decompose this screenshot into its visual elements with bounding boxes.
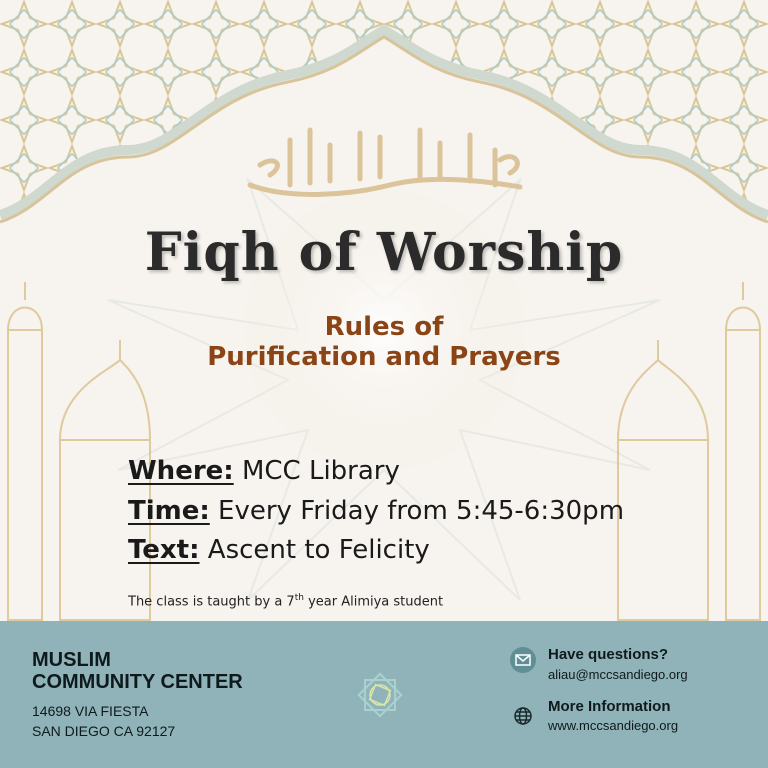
instructor-note — [128, 593, 443, 609]
contact-email[interactable]: aliau@mccsandiego.org — [548, 667, 688, 682]
org-name-line-2: COMMUNITY CENTER — [32, 671, 243, 693]
where-row — [128, 456, 400, 486]
address-line-1: 14698 VIA FIESTA — [32, 703, 149, 719]
note-superscript: th — [294, 593, 304, 603]
footer-bar — [0, 621, 768, 768]
time-value: Every Friday from 5:45-6:30pm — [218, 496, 625, 526]
note-suffix: year Alimiya student — [303, 594, 444, 610]
info-heading: More Information — [548, 698, 671, 715]
event-title: Fiqh of Worship — [144, 222, 624, 283]
org-address — [32, 701, 175, 741]
text-label: Text: — [128, 535, 200, 565]
where-label: Where: — [128, 456, 234, 486]
text-row — [128, 535, 430, 565]
address-line-2: SAN DIEGO CA 92127 — [32, 723, 176, 739]
org-name — [32, 649, 243, 693]
time-row — [128, 496, 624, 526]
time-label: Time: — [128, 496, 210, 526]
note-prefix: The class is taught by a 7 — [128, 594, 295, 610]
subtitle-line-2: Purification and Prayers — [207, 342, 561, 372]
org-name-line-1: MUSLIM — [32, 649, 111, 671]
website-link[interactable]: www.mccsandiego.org — [548, 718, 679, 733]
mail-icon — [510, 647, 536, 673]
globe-icon — [512, 705, 534, 727]
questions-heading: Have questions? — [548, 646, 669, 663]
bismillah-calligraphy — [230, 115, 540, 215]
where-value: MCC Library — [241, 456, 400, 486]
star-emblem-icon — [350, 665, 410, 725]
subtitle-line-1: Rules of — [324, 312, 444, 342]
text-value: Ascent to Felicity — [207, 535, 430, 565]
